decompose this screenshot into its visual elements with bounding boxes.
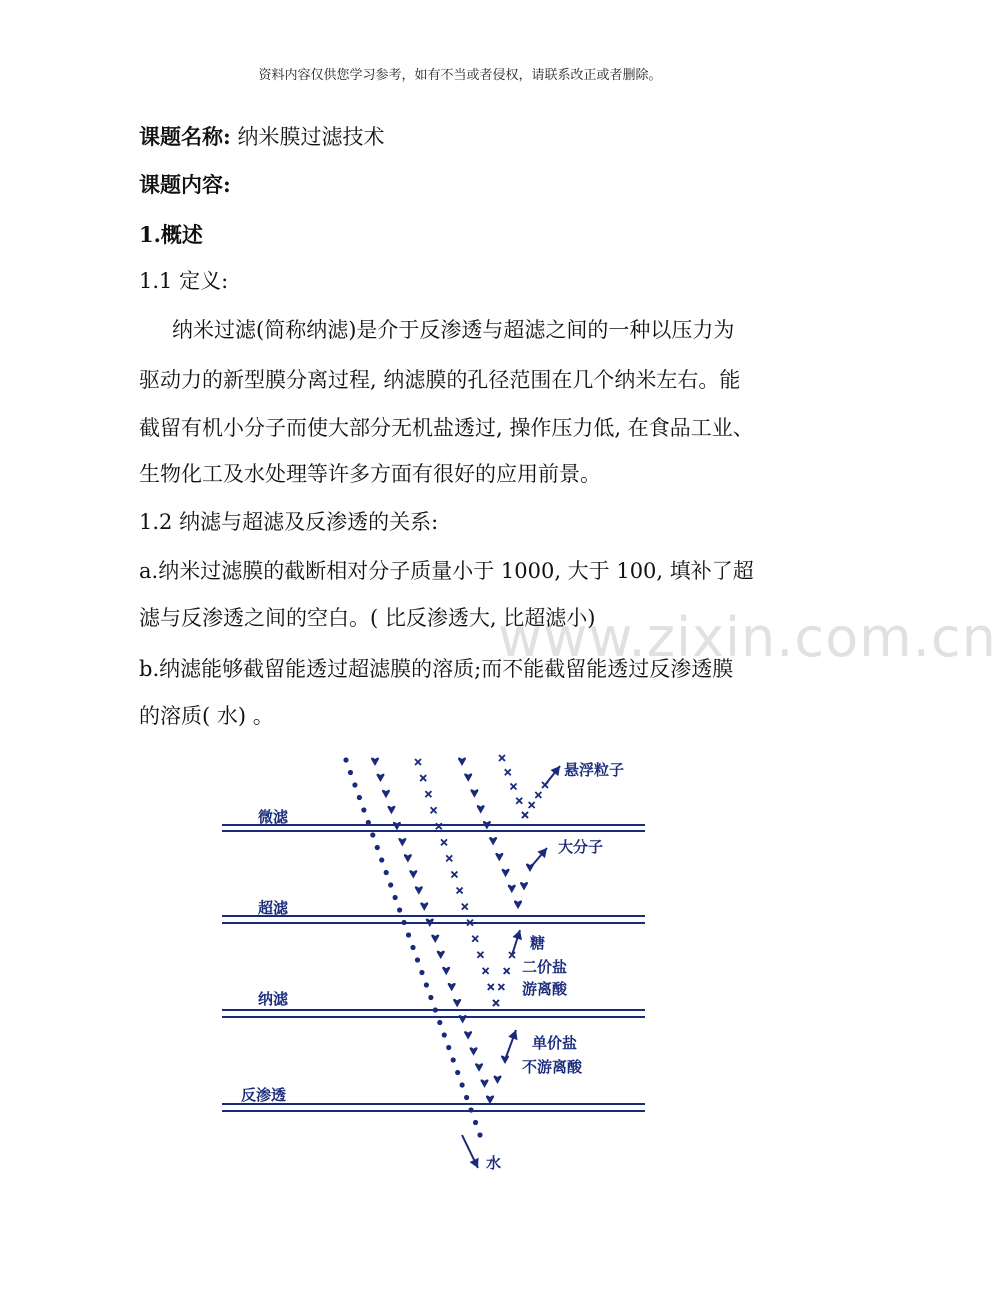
macromolecule-particle [464,773,472,782]
water-particle [401,920,406,925]
monovalent-particle [453,999,461,1008]
divalent-particle [457,888,463,894]
water-particle [397,907,402,912]
divalent-particle [446,855,452,861]
water-particle [348,770,353,775]
divalent-particle [493,1000,499,1006]
divalent-particle [420,775,426,781]
suspended-particle [529,802,535,808]
macromolecule-particle [489,837,497,846]
water-particle [343,757,348,762]
monovalent-particle [448,983,456,992]
divalent-particle [451,871,457,877]
water-particle [406,932,411,937]
suspended-particle [516,798,522,804]
monovalent-particle [382,790,390,799]
monovalent-particle [464,1031,472,1040]
monovalent-particle [415,886,423,895]
divalent-particle [462,904,468,910]
monovalent-particle [371,758,379,767]
label-sugar: 糖 [530,934,546,952]
divalent-particle [488,984,494,990]
monovalent-particle [387,806,395,815]
monovalent-particle [486,1096,494,1105]
particle-paths [343,755,548,1138]
monovalent-particle [376,774,384,783]
water-particle [468,1107,473,1112]
point-b-line: b.纳滤能够截留能透过超滤膜的溶质;而不能截留能透过反渗透膜 [139,657,734,681]
macromolecule-particle [470,789,478,798]
water-particle [437,1020,442,1025]
suspended-particle [499,755,505,761]
monovalent-particle [398,838,406,847]
suspended-particle [511,784,517,790]
divalent-particle [415,759,421,765]
topic-name-label: 课题名称: [139,124,231,149]
point-a-line: a.纳米过滤膜的截断相对分子质量小于 1000, 大于 100, 填补了超 [139,559,754,583]
water-particle [455,1070,460,1075]
label-water: 水 [486,1154,502,1172]
divalent-particle [483,968,489,974]
water-particle [446,1045,451,1050]
water-particle [352,782,357,787]
macromolecule-particle [458,758,466,767]
label-macromolecule: 大分子 [558,838,604,856]
divalent-particle [498,984,504,990]
suspended-particle [535,792,541,798]
membrane-label-reverse-osmosis: 反渗透 [241,1086,287,1104]
water-particle [388,882,393,887]
water-particle [473,1120,478,1125]
label-free-acid: 游离酸 [522,980,568,998]
membrane-label-microfiltration: 微滤 [258,808,289,826]
water-particle [357,795,362,800]
label-suspended-particles: 悬浮粒子 [564,761,625,779]
membrane-label-nanofiltration: 纳滤 [258,990,289,1008]
water-particle [375,845,380,850]
monovalent-particle [442,967,450,976]
water-particle [451,1057,456,1062]
divalent-particle [504,968,510,974]
monovalent-particle [475,1063,483,1072]
section-1-title: 1.概述 [139,222,203,247]
point-a-line: 滤与反渗透之间的空白。( 比反渗透大, 比超滤小) [139,606,596,630]
water-particle [419,970,424,975]
macromolecule-particle [502,869,510,878]
section-1-2-title: 1.2 纳滤与超滤及反渗透的关系: [139,510,439,534]
watermark: www.zixin.com.cn [498,606,997,669]
water-particle [460,1082,465,1087]
header-notice: 资料内容仅供您学习参考，如有不当或者侵权，请联系改正或者删除。 [258,68,662,83]
monovalent-particle [404,854,412,863]
monovalent-particle [431,935,439,944]
macromolecule-particle [477,805,485,814]
monovalent-particle [393,822,401,831]
water-particle [393,895,398,900]
definition-line: 纳米过滤(简称纳滤)是介于反渗透与超滤之间的一种以压力为 [172,318,735,342]
monovalent-particle [494,1076,502,1085]
topic-name: 纳米膜过滤技术 [237,125,385,149]
suspended-particle [505,769,511,775]
label-divalent-salt: 二价盐 [522,958,568,976]
topic-content-label: 课题内容: [139,172,231,197]
water-particle [370,832,375,837]
monovalent-particle [470,1047,478,1056]
point-b-line: 的溶质( 水) 。 [139,704,274,728]
water-particle [410,945,415,950]
water-particle [433,1007,438,1012]
membrane-label-ultrafiltration: 超滤 [258,899,289,917]
macromolecule-particle [508,885,516,894]
label-non-free-acid: 不游离酸 [522,1058,583,1076]
macromolecule-particle [520,882,528,891]
divalent-particle [431,807,437,813]
water-particle [379,857,384,862]
macromolecule-particle [514,901,522,910]
monovalent-particle [420,902,428,911]
definition-line: 截留有机小分子而使大部分无机盐透过, 操作压力低, 在食品工业、 [139,416,754,440]
water-particle [384,870,389,875]
water-particle [366,820,371,825]
suspended-particle [522,812,528,818]
macromolecule-particle [495,853,503,862]
definition-line: 驱动力的新型膜分离过程, 纳滤膜的孔径范围在几个纳米左右。能 [139,368,741,392]
monovalent-particle [437,951,445,960]
water-particle [428,995,433,1000]
definition-line: 生物化工及水处理等许多方面有很好的应用前景。 [139,462,601,486]
water-particle [424,982,429,987]
label-monovalent-salt: 单价盐 [532,1034,578,1052]
monovalent-particle [409,870,417,879]
water-particle [477,1132,482,1137]
divalent-particle [425,791,431,797]
divalent-particle [472,936,478,942]
water-particle [442,1032,447,1037]
monovalent-particle [481,1079,489,1088]
section-1-1-title: 1.1 定义: [139,269,229,293]
divalent-particle [477,952,483,958]
divalent-particle [441,839,447,845]
water-particle [464,1095,469,1100]
water-particle [361,807,366,812]
water-particle [415,957,420,962]
